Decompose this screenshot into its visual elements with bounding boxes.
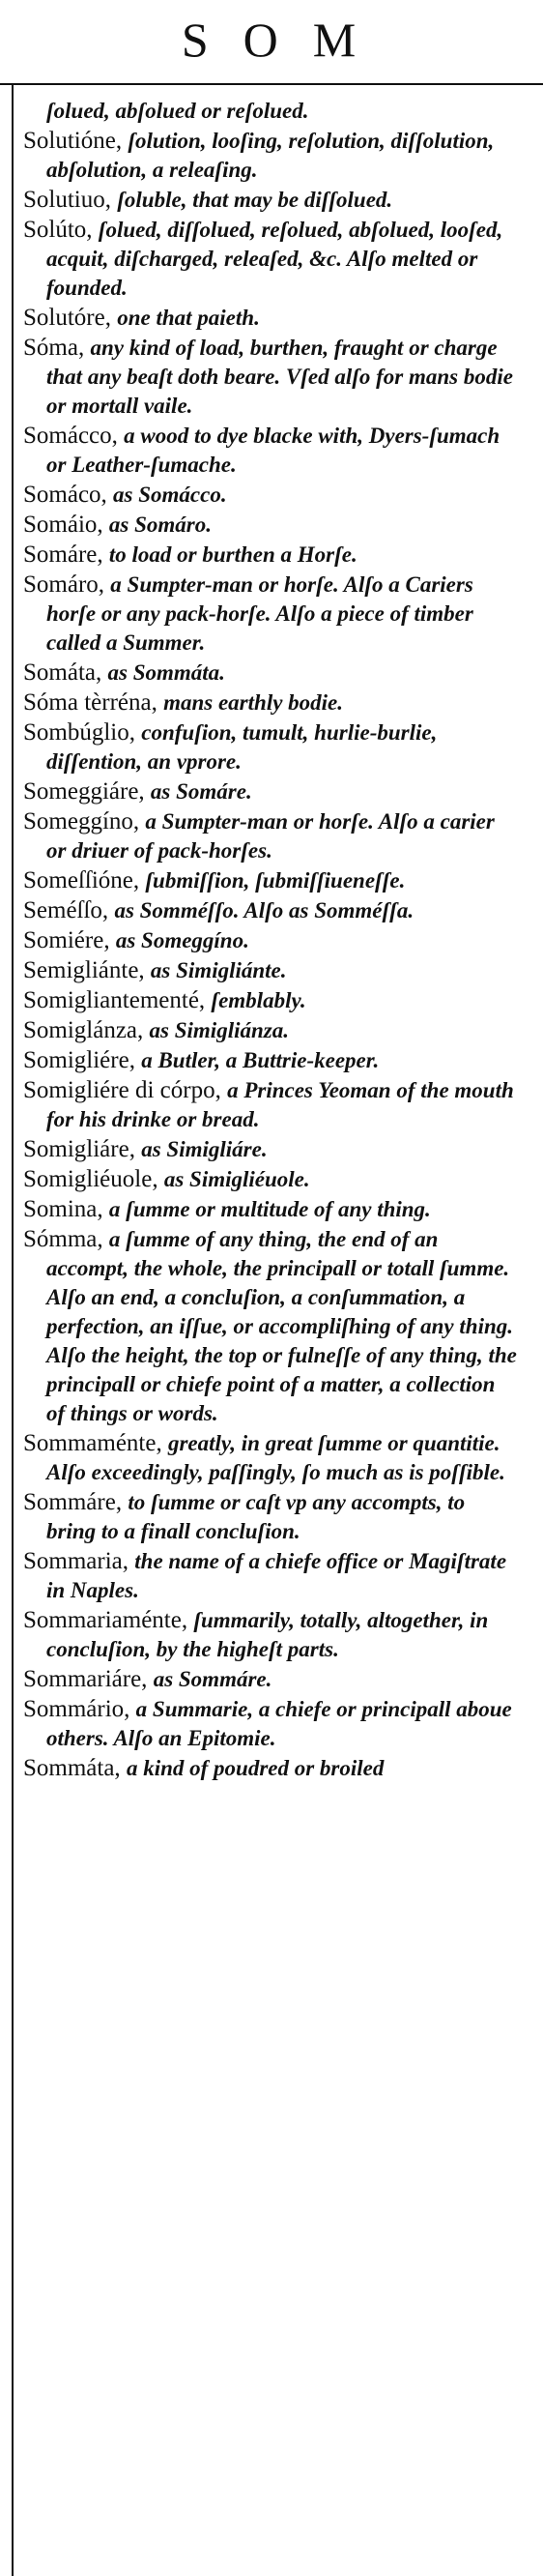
dictionary-entry [23, 688, 518, 717]
entry-headword: Somáro, [23, 571, 105, 598]
entry-headword: Sóma, [23, 335, 85, 361]
dictionary-entry [23, 481, 518, 510]
dictionary-entry [23, 1135, 518, 1164]
entry-headword: Sommaménte, [23, 1430, 162, 1456]
dictionary-entry [23, 1016, 518, 1045]
entry-headword: Sommariáre, [23, 1666, 148, 1692]
entry-headword: Sombúglio, [23, 719, 135, 746]
header-rule [0, 83, 543, 85]
entry-definition: ſolued, abſolued or reſolued. [46, 99, 309, 123]
entry-definition: as Sommáre. [153, 1667, 272, 1691]
dictionary-entry [23, 777, 518, 806]
dictionary-entry [23, 1225, 518, 1428]
dictionary-entry [23, 956, 518, 985]
entry-definition: ſubmiſſion, ſubmiſſiueneſſe. [145, 868, 406, 893]
entry-definition: as Somácco. [113, 483, 227, 507]
entry-headword: Sóma tèrréna, [23, 689, 157, 716]
entry-headword: Somina, [23, 1196, 103, 1222]
dictionary-entry [23, 896, 518, 925]
dictionary-entry [23, 97, 518, 126]
entry-definition: confuſion, tumult, hurlie-burlie, diſſention, an vprore. [46, 720, 438, 774]
entry-definition: ſummarily, totally, altogether, in concluſion, by the higheſt parts. [46, 1608, 489, 1661]
entry-definition: a Sumpter-man or horſe. Alſo a Cariers horſe or any pack-horſe. Alſo a piece of timber called a Summer. [46, 572, 473, 655]
entry-definition: as Simigliánte. [150, 958, 287, 982]
dictionary-entry [23, 334, 518, 421]
dictionary-entry [23, 422, 518, 480]
dictionary-entry [23, 1046, 518, 1075]
dictionary-entry [23, 571, 518, 658]
entry-definition: a Sumpter-man or horſe. Alſo a carier or driuer of pack-horſes. [46, 809, 495, 863]
entry-headword: Someſſióne, [23, 867, 140, 893]
dictionary-entry [23, 1076, 518, 1134]
dictionary-entry [23, 1488, 518, 1546]
dictionary-entry [23, 186, 518, 215]
entry-headword: Sómma, [23, 1226, 103, 1252]
entry-definition: mans earthly bodie. [163, 690, 344, 715]
entry-definition: to ſumme or caſt vp any accompts, to bring to a finall concluſion. [46, 1490, 466, 1543]
entry-headword: Sommáta, [23, 1755, 121, 1781]
entry-headword: Sommariaménte, [23, 1607, 188, 1633]
dictionary-entry [23, 511, 518, 540]
dictionary-entry [23, 1165, 518, 1194]
entry-headword: Solutióne, [23, 128, 123, 154]
entry-definition: a wood to dye blacke with, Dyers-ſumach or Leather-ſumache. [46, 424, 500, 477]
entry-headword: Someggiáre, [23, 778, 145, 805]
dictionary-entry [23, 807, 518, 865]
entry-headword: Sommáre, [23, 1489, 123, 1515]
entry-headword: Solutóre, [23, 305, 111, 331]
entry-definition: ſemblably. [211, 988, 306, 1012]
dictionary-entry [23, 216, 518, 303]
entry-headword: Somácco, [23, 423, 118, 449]
entry-definition: as Somméſſo. Alſo as Somméſſa. [114, 898, 414, 922]
entry-definition: one that paieth. [117, 306, 260, 330]
entry-list [23, 97, 518, 1784]
entry-definition: ſolued, diſſolued, reſolued, abſolued, looſed, acquit, diſcharged, releaſed, &c. Alſo melted or founded. [46, 218, 503, 300]
running-head: SOM [181, 13, 391, 67]
entry-definition: to load or burthen a Horſe. [108, 542, 357, 567]
entry-headword: Somigliére di córpo, [23, 1077, 221, 1103]
dictionary-entry [23, 866, 518, 895]
dictionary-entry [23, 659, 518, 688]
entry-headword: Seméſſo, [23, 897, 109, 923]
entry-definition: ſolution, looſing, reſolution, diſſolution, abſolution, a releaſing. [46, 129, 495, 182]
entry-headword: Somigliáre, [23, 1136, 135, 1162]
entry-definition: as Simigliáre. [141, 1137, 268, 1161]
entry-definition: a ſumme of any thing, the end of an accompt, the whole, the principall or totall ſumme. Alſo an end, a concluſion, a conſummation, a perfection, an iſſue, or accompliſhing of any thing. Alſo the height, the top or fulneſſe of any thing, the principall or chiefe point of a matter, a collection of things or words. [46, 1227, 517, 1425]
entry-definition: a Princes Yeoman of the mouth for his drinke or bread. [46, 1078, 514, 1131]
entry-headword: Sommário, [23, 1696, 130, 1722]
dictionary-entry [23, 304, 518, 333]
entry-headword: Somáio, [23, 512, 103, 538]
entry-headword: Somigliantementé, [23, 987, 206, 1013]
entry-headword: Somigliére, [23, 1047, 135, 1073]
entry-definition: as Somáro. [108, 512, 212, 537]
entry-headword: Somáta, [23, 659, 102, 686]
entry-definition: as Simigliéuole. [163, 1167, 310, 1191]
entry-definition: a Summarie, a chiefe or principall aboue others. Alſo an Epitomie. [46, 1697, 512, 1750]
entry-definition: as Somáre. [150, 779, 252, 804]
dictionary-entry [23, 986, 518, 1015]
entry-headword: Semigliánte, [23, 957, 145, 983]
entry-headword: Sommaria, [23, 1548, 129, 1574]
entry-headword: Solutiuo, [23, 187, 111, 213]
entry-definition: a ſumme or multitude of any thing. [108, 1197, 431, 1221]
entry-headword: Somáco, [23, 482, 107, 508]
entry-definition: any kind of load, burthen, fraught or charge that any beaſt doth beare. Vſed alſo for mans bodie or mortall vaile. [46, 336, 513, 418]
entry-headword: Someggíno, [23, 808, 140, 834]
dictionary-entry [23, 541, 518, 570]
dictionary-entry [23, 1695, 518, 1753]
dictionary-entry [23, 926, 518, 955]
entry-definition: as Someggíno. [115, 928, 249, 952]
dictionary-entry [23, 1606, 518, 1664]
column-rule [12, 85, 14, 2576]
dictionary-entry [23, 1195, 518, 1224]
entry-definition: a Butler, a Buttrie-keeper. [141, 1048, 380, 1072]
entry-definition: greatly, in great ſumme or quantitie. Alſo exceedingly, paſſingly, ſo much as is poſſible. [46, 1431, 505, 1484]
entry-headword: Somáre, [23, 542, 103, 568]
entry-headword: Somiére, [23, 927, 110, 953]
entry-definition: a kind of poudred or broiled [126, 1756, 385, 1780]
dictionary-entry [23, 127, 518, 185]
entry-headword: Somiglánza, [23, 1017, 144, 1043]
entry-definition: as Simigliánza. [149, 1018, 289, 1042]
entry-definition: the name of a chiefe office or Magiſtrate in Naples. [46, 1549, 507, 1602]
dictionary-entry [23, 1547, 518, 1605]
entry-definition: ſoluble, that may be diſſolued. [117, 188, 393, 212]
entry-definition: as Sommáta. [107, 660, 225, 685]
entry-headword: Somigliéuole, [23, 1166, 158, 1192]
entry-headword: Solúto, [23, 217, 93, 243]
dictionary-entry [23, 1429, 518, 1487]
dictionary-entry [23, 1754, 518, 1783]
dictionary-entry [23, 718, 518, 776]
dictionary-entry [23, 1665, 518, 1694]
